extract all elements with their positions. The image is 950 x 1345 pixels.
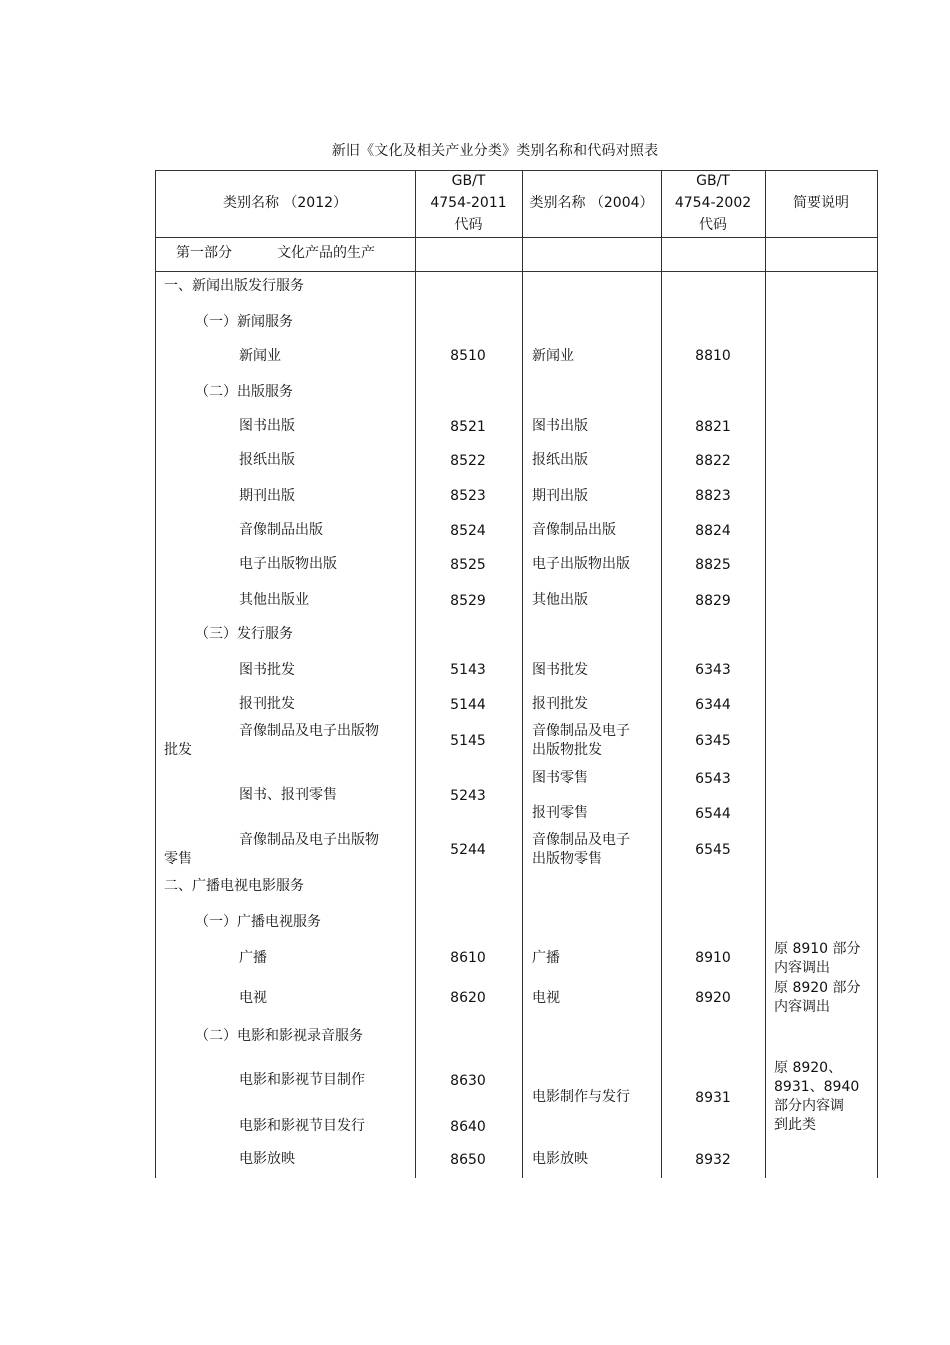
subcategory-heading: （二）电影和影视录音服务 bbox=[195, 1028, 363, 1044]
table-row-note-line3: 部分内容调 bbox=[774, 1098, 844, 1114]
table-row-name-2012: 电影和影视节目制作 bbox=[239, 1072, 365, 1088]
table-row-code-2002: 6544 bbox=[695, 806, 731, 822]
table-row-name-2004: 其他出版 bbox=[532, 592, 588, 608]
table-row-name-2004: 图书零售 bbox=[532, 770, 588, 786]
table-row-code-2002: 8823 bbox=[695, 488, 731, 504]
table-row-code-2002: 8829 bbox=[695, 593, 731, 609]
subcategory-heading: （二）出版服务 bbox=[195, 384, 293, 400]
table-row-note-line4: 到此类 bbox=[774, 1117, 816, 1133]
header-code-2011-line3: 代码 bbox=[454, 217, 483, 233]
table-row-name-2004: 广播 bbox=[532, 950, 560, 966]
table-row-name-2012: 电视 bbox=[239, 990, 267, 1006]
table-row-name-2012: 其他出版业 bbox=[239, 592, 309, 608]
header-code-2002-line2: 4754-2002 bbox=[674, 195, 752, 211]
table-row-name-2004: 音像制品出版 bbox=[532, 522, 616, 538]
table-row-name-2004-line1: 音像制品及电子 bbox=[532, 723, 630, 739]
table-row-code-2011: 8640 bbox=[450, 1119, 486, 1135]
table-row-code-2011: 5145 bbox=[450, 733, 486, 749]
table-row-code-2011: 8620 bbox=[450, 990, 486, 1006]
table-row-code-2002: 8821 bbox=[695, 419, 731, 435]
table-row-name-2004: 报刊批发 bbox=[532, 696, 588, 712]
page-title: 新旧《文化及相关产业分类》类别名称和代码对照表 bbox=[331, 143, 659, 159]
table-row-name-2012: 图书、报刊零售 bbox=[239, 787, 337, 803]
table-row-code-2002: 8920 bbox=[695, 990, 731, 1006]
table-row-name-2004: 期刊出版 bbox=[532, 488, 588, 504]
table-row-name-2012: 图书出版 bbox=[239, 418, 295, 434]
table-row-note-line2: 8931、8940 bbox=[774, 1079, 860, 1095]
table-row-name-2012: 电子出版物出版 bbox=[239, 556, 337, 572]
table-row-code-2011: 8524 bbox=[450, 523, 486, 539]
table-row-code-2002: 8910 bbox=[695, 950, 731, 966]
table-row-code-2011: 5144 bbox=[450, 697, 486, 713]
table-row-code-2011: 8610 bbox=[450, 950, 486, 966]
table-row-note-line2: 内容调出 bbox=[774, 960, 830, 976]
table-row-name-2012: 电影放映 bbox=[239, 1151, 295, 1167]
table-row-name-2012: 音像制品出版 bbox=[239, 522, 323, 538]
table-row-code-2011: 8522 bbox=[450, 453, 486, 469]
table-row-code-2002: 8822 bbox=[695, 453, 731, 469]
table-row-name-2004-line2: 出版物批发 bbox=[532, 742, 602, 758]
table-row-name-2004: 新闻业 bbox=[532, 348, 574, 364]
table-row-code-2002: 8810 bbox=[695, 348, 731, 364]
table-row-code-2011: 5244 bbox=[450, 842, 486, 858]
table-row-name-2012: 报纸出版 bbox=[239, 452, 295, 468]
table-row-note-line1: 原 8920 部分 bbox=[774, 980, 861, 996]
table-row-name-2004: 图书出版 bbox=[532, 418, 588, 434]
table-row-code-2011: 8529 bbox=[450, 593, 486, 609]
header-name-2004: 类别名称 （2004） bbox=[529, 195, 654, 211]
table-row-name-2004: 报纸出版 bbox=[532, 452, 588, 468]
table-row-name-2012: 电影和影视节目发行 bbox=[239, 1118, 365, 1134]
table-row-code-2011: 8510 bbox=[450, 348, 486, 364]
subcategory-heading: （一）新闻服务 bbox=[195, 314, 293, 330]
table-row-code-2011: 8650 bbox=[450, 1152, 486, 1168]
table-row-code-2002: 6344 bbox=[695, 697, 731, 713]
table-row-note-line1: 原 8910 部分 bbox=[774, 941, 861, 957]
header-code-2002-line3: 代码 bbox=[699, 217, 727, 233]
table-row-code-2011: 8630 bbox=[450, 1073, 486, 1089]
category-heading: 二、广播电视电影服务 bbox=[164, 878, 304, 894]
table-row-code-2011: 8521 bbox=[450, 419, 486, 435]
header-code-2011-line2: 4754-2011 bbox=[430, 195, 507, 211]
table-row-name-2012: 新闻业 bbox=[239, 348, 281, 364]
header-code-2011-line1: GB/T bbox=[451, 173, 486, 189]
table-row-name-2004-line1: 音像制品及电子 bbox=[532, 832, 630, 848]
table-row-code-2002: 6543 bbox=[695, 771, 731, 787]
table-row-name-2004: 电视 bbox=[532, 990, 560, 1006]
table-row-note-line1: 原 8920、 bbox=[774, 1060, 843, 1076]
table-row-name-2012-line1: 音像制品及电子出版物 bbox=[239, 723, 379, 739]
part-one-name: 文化产品的生产 bbox=[277, 245, 375, 261]
table-row-name-2004: 电子出版物出版 bbox=[532, 556, 630, 572]
table-row-name-2012-line2: 批发 bbox=[164, 742, 192, 758]
table-row-name-2004: 图书批发 bbox=[532, 662, 588, 678]
table-row-code-2011: 8523 bbox=[450, 488, 486, 504]
category-heading: 一、新闻出版发行服务 bbox=[164, 278, 304, 294]
table-row-code-2002: 8931 bbox=[695, 1090, 731, 1106]
table-row-name-2004: 电影制作与发行 bbox=[532, 1089, 630, 1105]
table-row-code-2002: 8932 bbox=[695, 1152, 731, 1168]
table-row-name-2004: 电影放映 bbox=[532, 1151, 588, 1167]
part-one-label: 第一部分 bbox=[176, 245, 232, 261]
table-row-name-2012-line2: 零售 bbox=[164, 851, 192, 867]
table-row-name-2004: 报刊零售 bbox=[532, 805, 588, 821]
subcategory-heading: （一）广播电视服务 bbox=[195, 914, 321, 930]
table-row-name-2012: 图书批发 bbox=[239, 662, 295, 678]
table-row-name-2004-line2: 出版物零售 bbox=[532, 851, 602, 867]
table-row-code-2002: 8825 bbox=[695, 557, 731, 573]
table-row-name-2012-line1: 音像制品及电子出版物 bbox=[239, 832, 379, 848]
header-name-2012: 类别名称 （2012） bbox=[222, 195, 348, 211]
table-row-code-2011: 5143 bbox=[450, 662, 486, 678]
table-row-code-2011: 8525 bbox=[450, 557, 486, 573]
table-row-code-2011: 5243 bbox=[450, 788, 486, 804]
table-row-name-2012: 期刊出版 bbox=[239, 488, 295, 504]
header-note: 简要说明 bbox=[793, 195, 849, 211]
table-row-name-2012: 广播 bbox=[239, 950, 267, 966]
subcategory-heading: （三）发行服务 bbox=[195, 626, 293, 642]
table-row-code-2002: 6545 bbox=[695, 842, 731, 858]
table-row-name-2012: 报刊批发 bbox=[239, 696, 295, 712]
table-row-code-2002: 6345 bbox=[695, 733, 731, 749]
header-code-2002-line1: GB/T bbox=[696, 173, 730, 189]
table-row-code-2002: 8824 bbox=[695, 523, 731, 539]
table-row-code-2002: 6343 bbox=[695, 662, 731, 678]
table-row-note-line2: 内容调出 bbox=[774, 999, 830, 1015]
